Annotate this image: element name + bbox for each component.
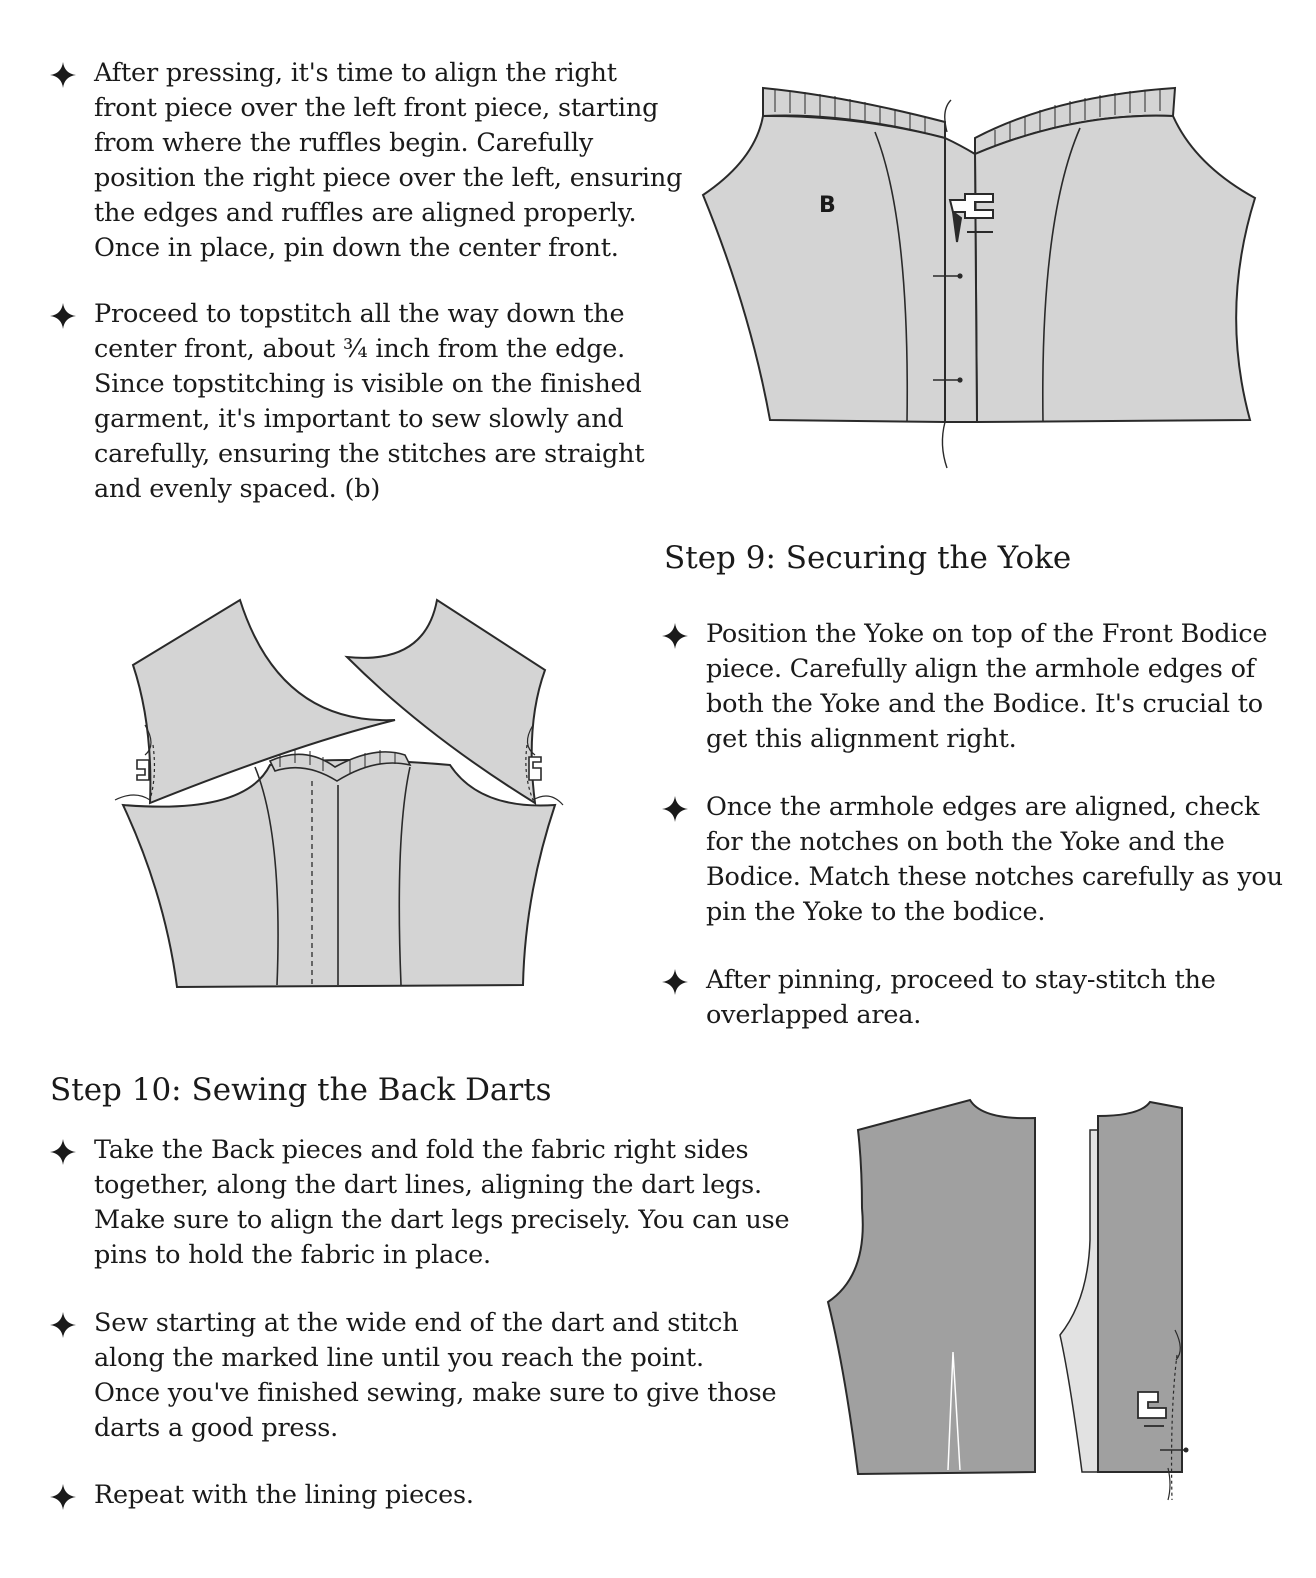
paragraph: After pressing, it's time to align the right front piece over the left front piece, starting from where the ruffles begin. Carefully position the right piece over the left, ensuring the edges and ruffles are aligned properly. Once in place, pin down the center front. — [94, 58, 683, 263]
presser-foot-icon — [137, 760, 149, 780]
step9-bullet-2 — [660, 790, 1300, 935]
step10-bullet-1 — [48, 1133, 808, 1278]
four-point-star-icon — [48, 1137, 78, 1167]
paragraph: Repeat with the lining pieces. — [94, 1480, 474, 1510]
four-point-star-icon — [48, 1310, 78, 1340]
paragraph: Position the Yoke on top of the Front Bodice piece. Carefully align the armhole edges of both the Yoke and the Bodice. It's crucial to get this alignment right. — [706, 619, 1268, 754]
paragraph: Sew starting at the wide end of the dart and stitch along the marked line until you reach the point. Once you've finished sewing, make sure to give those darts a good press. — [94, 1308, 777, 1443]
back-dart-illustration — [820, 1090, 1200, 1510]
presser-foot-icon — [529, 757, 541, 780]
four-point-star-icon — [48, 1482, 78, 1512]
top-bullet-2 — [48, 297, 688, 512]
paragraph: Take the Back pieces and fold the fabric right sides together, along the dart lines, aligning the dart legs. Make sure to align the dart legs precisely. You can use pins to hold the fabric in place. — [94, 1135, 790, 1270]
step9-heading: Step 9: Securing the Yoke — [664, 540, 1072, 576]
top-bullet-1 — [48, 56, 688, 271]
paragraph: After pinning, proceed to stay-stitch the overlapped area. — [706, 965, 1216, 1030]
yoke-bodice-illustration — [105, 595, 575, 995]
step9-bullet-1 — [660, 617, 1300, 762]
four-point-star-icon — [660, 794, 690, 824]
four-point-star-icon — [48, 60, 78, 90]
four-point-star-icon — [660, 967, 690, 997]
paragraph: Proceed to topstitch all the way down the center front, about ¾ inch from the edge. Since topstitching is visible on the finished garment, it's important to sew slowly and carefully, ensuring the stitches are straight and evenly spaced. (b) — [94, 299, 645, 504]
four-point-star-icon — [660, 621, 690, 651]
front-bodice-ruffle-illustration — [695, 70, 1265, 475]
step10-bullet-3 — [48, 1478, 808, 1518]
paragraph: Once the armhole edges are aligned, check for the notches on both the Yoke and the Bodice. Match these notches carefully as you pin the Yoke to the bodice. — [706, 792, 1283, 927]
step9-bullet-3 — [660, 963, 1300, 1038]
step10-bullet-2 — [48, 1306, 808, 1451]
four-point-star-icon — [48, 301, 78, 331]
step10-heading: Step 10: Sewing the Back Darts — [50, 1072, 552, 1108]
figure-b-label: B — [819, 193, 836, 218]
